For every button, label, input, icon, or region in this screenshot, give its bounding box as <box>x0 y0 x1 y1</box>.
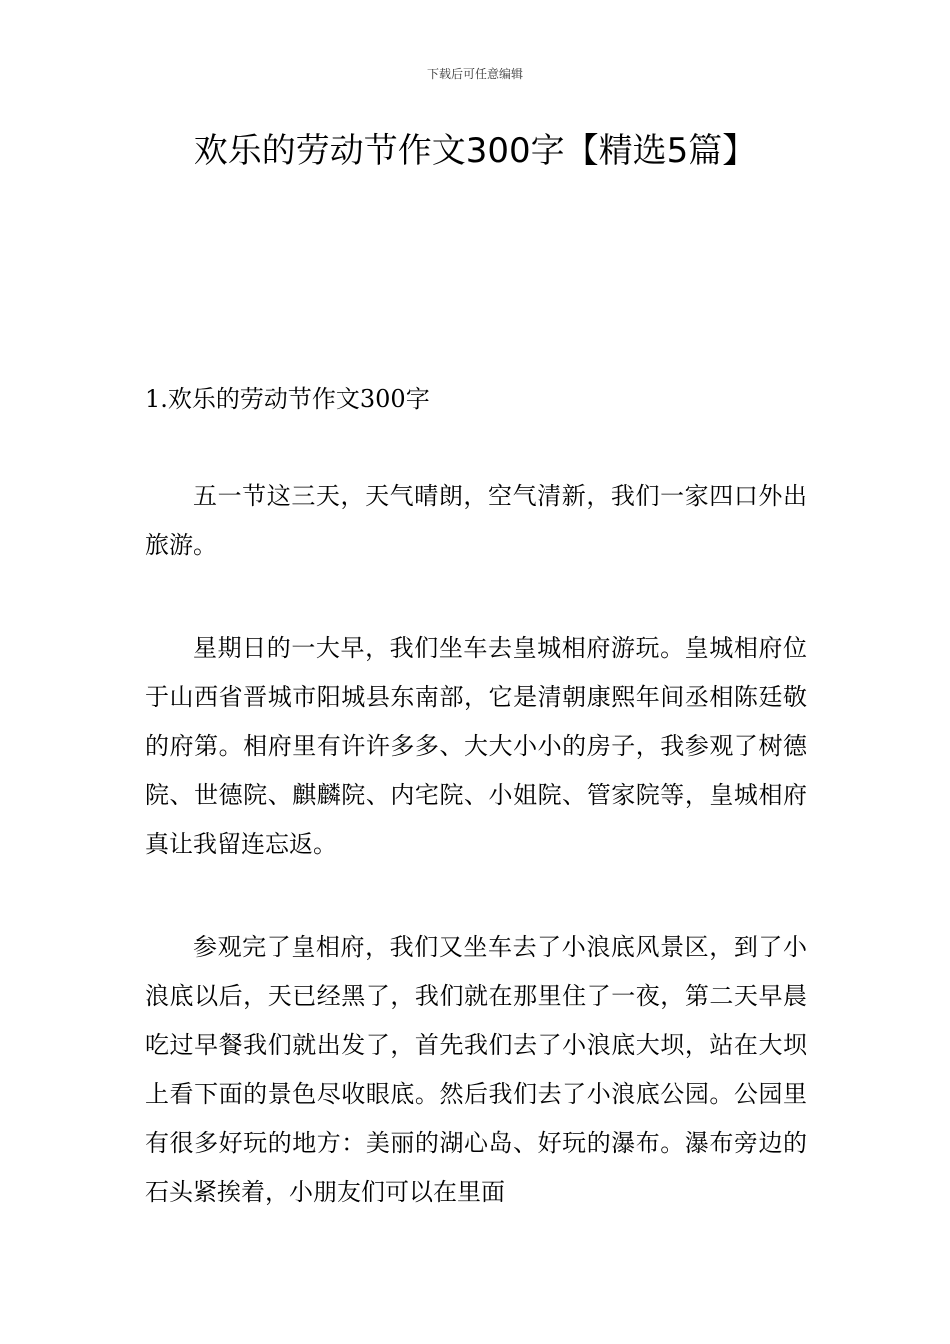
section-heading: 1.欢乐的劳动节作文300字 <box>145 385 430 413</box>
paragraph: 五一节这三天，天气晴朗，空气清新，我们一家四口外出旅游。 <box>145 482 807 559</box>
document-body <box>145 376 807 1217</box>
document-title: 欢乐的劳动节作文300字【精选5篇】 <box>193 131 757 171</box>
paragraph: 参观完了皇相府，我们又坐车去了小浪底风景区，到了小浪底以后，天已经黑了，我们就在那里住了一夜，第二天早晨吃过早餐我们就出发了，首先我们去了小浪底大坝，站在大坝上看下面的景色尽收眼底。然后我们去了小浪底公园。公园里有很多好玩的地方：美丽的湖心岛、好玩的瀑布。瀑布旁边的石头紧挨着，小朋友们可以在里面 <box>145 933 807 1206</box>
header-note: 下载后可任意编辑 <box>426 67 523 81</box>
paragraph: 星期日的一大早，我们坐车去皇城相府游玩。皇城相府位于山西省晋城市阳城县东南部，它是清朝康熙年间丞相陈廷敬的府第。相府里有许许多多、大大小小的房子，我参观了树德院、世德院、麒麟院、内宅院、小姐院、管家院等，皇城相府真让我留连忘返。 <box>145 634 807 858</box>
